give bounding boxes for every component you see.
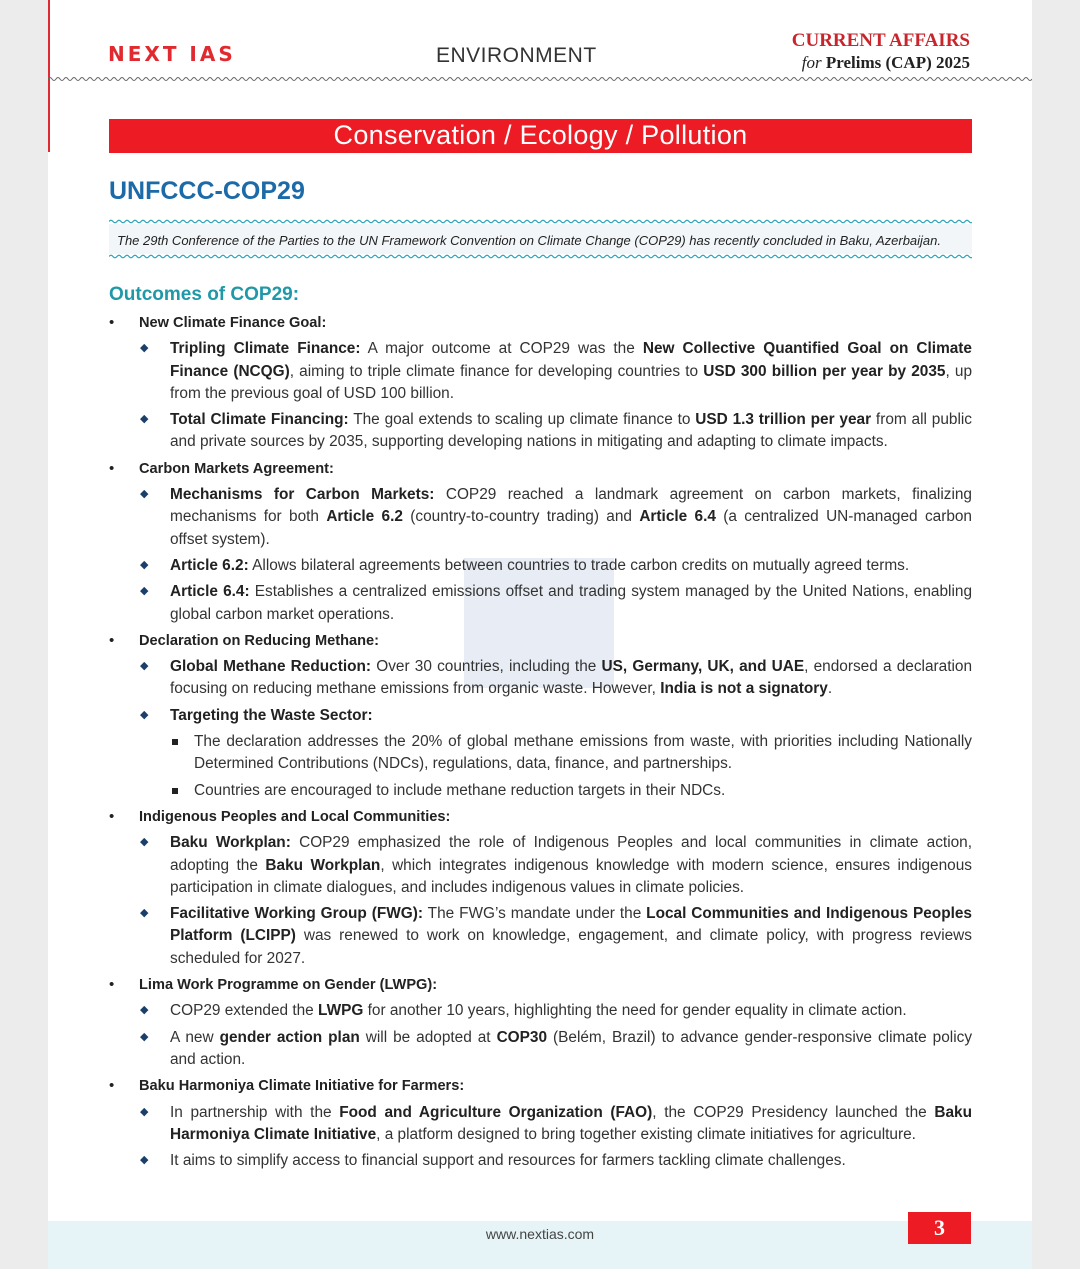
body-text: Allows bilateral agreements between countries to trade carbon credits on mutually agreed terms. [248,556,910,574]
bullet-icon: • [109,314,115,331]
diamond-bullet-icon: ◆ [140,558,149,571]
intro-text: The 29th Conference of the Parties to the UN Framework Convention on Climate Change (COP29) has recently concluded in Baku, Azerbaijan. [109,224,972,254]
header-divider [48,76,1032,82]
body-text: In partnership with the [170,1103,340,1121]
body-text: . [827,680,833,698]
sub-point [139,338,972,405]
intro-bottom-rule [109,254,972,259]
diamond-bullet-icon: ◆ [140,585,149,598]
current-affairs-title: CURRENT AFFAIRS [791,30,970,51]
diamond-bullet-icon: ◆ [140,342,149,355]
outcomes-list [109,312,972,1176]
emphasis-text: gender action plan [219,1028,360,1046]
body-text: A major outcome at COP29 was the [360,340,643,358]
emphasis-text: Food and Agriculture Organization (FAO) [339,1103,653,1121]
body-text: , a platform designed to bring together existing climate initiatives for agriculture. [376,1125,916,1143]
square-bullet-icon [172,739,178,745]
emphasis-text: USD 300 billion per year by 2035 [703,362,946,380]
sub-point-lead: Total Climate Financing: [170,411,349,429]
bullet-icon: • [109,976,115,994]
sub-point [139,1000,972,1022]
diamond-bullet-icon: ◆ [140,1030,149,1043]
detail-text: The declaration addresses the 20% of global methane emissions from waste, with priorities including Nationally Determined Contributions (NDCs), regulations, data, finance, and partnerships. [194,733,972,773]
diamond-bullet-icon: ◆ [140,413,149,426]
body-text: , which integrates indigenous knowledge with modern science, ensures indigenous participation in climate dialogues, and includes indigenous values in climate policies. [170,856,972,896]
body-text: for another 10 years, highlighting the need for gender equality in climate action. [363,1002,907,1020]
sub-point [139,1027,972,1072]
section-heading: Baku Harmoniya Climate Initiative for Farmers: [139,1078,465,1095]
sub-point-lead: Facilitative Working Group (FWG): [170,905,424,923]
emphasis-text: Local Communities and Indigenous Peoples Platform (LCIPP) [170,905,972,945]
sub-point [139,1102,972,1147]
emphasis-text: India is not a signatory [660,680,828,698]
detail-text: Countries are encouraged to include methane reduction targets in their NDCs. [194,781,726,799]
diamond-bullet-icon: ◆ [140,660,149,673]
section-item [109,974,972,1071]
current-affairs-label [792,30,970,73]
sub-point [139,656,972,701]
section-item [109,630,972,802]
bullet-icon: • [109,631,115,649]
sub-point-lead: Article 6.4: [170,583,250,601]
body-text: (a centralized UN-managed carbon offset system). [170,508,972,548]
sub-point [139,903,972,970]
sub-point [139,555,972,577]
sub-point [139,705,972,802]
body-text: (Belém, Brazil) to advance gender-responsive climate policy and action. [170,1028,973,1068]
body-text: The FWG’s mandate under the [423,905,647,923]
diamond-bullet-icon: ◆ [140,907,149,920]
section-heading: Indigenous Peoples and Local Communities: [139,808,451,825]
sub-point [139,581,972,626]
emphasis-text: Article 6.4 [639,508,716,526]
section-item [109,458,972,626]
emphasis-text: Baku Workplan [265,856,381,874]
section-heading: Lima Work Programme on Gender (LWPG): [139,977,438,994]
bullet-icon: • [109,1077,115,1095]
emphasis-text: Article 6.2 [326,508,403,526]
body-text: , endorsed a declaration focusing on reducing methane emissions from organic waste. However, [170,658,973,698]
emphasis-text: LWPG [318,1002,364,1020]
sub-point-lead: Global Methane Reduction: [170,658,372,676]
body-text: , aiming to triple climate finance for developing countries to [289,362,704,380]
emphasis-text: US, Germany, UK, and UAE [601,658,805,676]
diamond-bullet-icon: ◆ [140,708,149,721]
sub-point [139,409,972,454]
sub-point-lead: Tripling Climate Finance: [170,340,361,358]
section-heading: New Climate Finance Goal: [139,315,327,331]
diamond-bullet-icon: ◆ [140,1154,149,1167]
section-item [109,806,972,970]
page-number: 3 [908,1212,971,1244]
sub-point [139,832,972,899]
body-text: from all public and private sources by 2035, supporting developing nations in mitigating and adapting to climate impacts. [170,411,972,451]
footer-url[interactable]: www.nextias.com [485,1226,595,1242]
bullet-icon: • [109,459,115,477]
diamond-bullet-icon: ◆ [140,1004,149,1017]
bullet-icon: • [109,807,115,825]
sub-point-lead: Baku Workplan: [170,834,291,852]
body-text: Establishes a centralized emissions offset and trading system managed by the United Nations, enabling global carbon market operations. [170,583,973,623]
sub-point [139,484,972,551]
sub-point-lead: Article 6.2: [170,556,249,574]
diamond-bullet-icon: ◆ [140,836,149,849]
diamond-bullet-icon: ◆ [140,1105,149,1118]
diamond-bullet-icon: ◆ [140,488,149,501]
body-text: Over 30 countries, including the [371,658,602,676]
prelims-subtitle [792,53,970,73]
body-text: will be adopted at [359,1028,497,1046]
section-heading: Declaration on Reducing Methane: [139,632,380,649]
article-title: UNFCCC-COP29 [109,177,305,205]
body-text: COP29 reached a landmark agreement on carbon markets, finalizing mechanisms for both [170,486,972,526]
body-text: COP29 extended the [170,1002,319,1020]
section-label: ENVIRONMENT [436,44,597,67]
intro-box [109,219,972,259]
logo: NEXT IAS [108,42,236,66]
body-text: The goal extends to scaling up climate finance to [348,411,696,429]
for-label: for [801,53,822,72]
body-text: It aims to simplify access to financial support and resources for farmers tackling climate challenges. [170,1152,846,1170]
body-text: , up from the previous goal of USD 100 billion. [170,362,973,402]
emphasis-text: COP30 [496,1028,548,1046]
emphasis-text: New Collective Quantified Goal on Climate Finance (NCQG) [170,340,972,380]
square-bullet-icon [172,788,178,794]
detail-point [170,731,972,776]
sub-point-lead: Mechanisms for Carbon Markets: [170,486,435,504]
sub-point-lead: Targeting the Waste Sector: [170,706,373,724]
emphasis-text: Baku Harmoniya Climate Initiative [170,1103,972,1143]
outcomes-heading: Outcomes of COP29: [109,284,300,305]
section-item [109,312,972,454]
body-text: , the COP29 Presidency launched the [652,1103,935,1121]
body-text: was renewed to work on knowledge, engagement, and climate policy, with progress reviews scheduled for 2027. [170,927,972,967]
topic-banner: Conservation / Ecology / Pollution [109,119,972,153]
section-heading: Carbon Markets Agreement: [139,460,334,477]
emphasis-text: USD 1.3 trillion per year [695,411,872,429]
body-text: (country-to-country trading) and [402,508,640,526]
prelims-label: Prelims (CAP) 2025 [825,53,970,72]
sub-point [139,1150,972,1172]
body-text: COP29 emphasized the role of Indigenous Peoples and local communities in climate action, adopting the [170,834,973,874]
body-text: A new [170,1028,220,1046]
section-item [109,1075,972,1172]
detail-point [170,780,972,802]
